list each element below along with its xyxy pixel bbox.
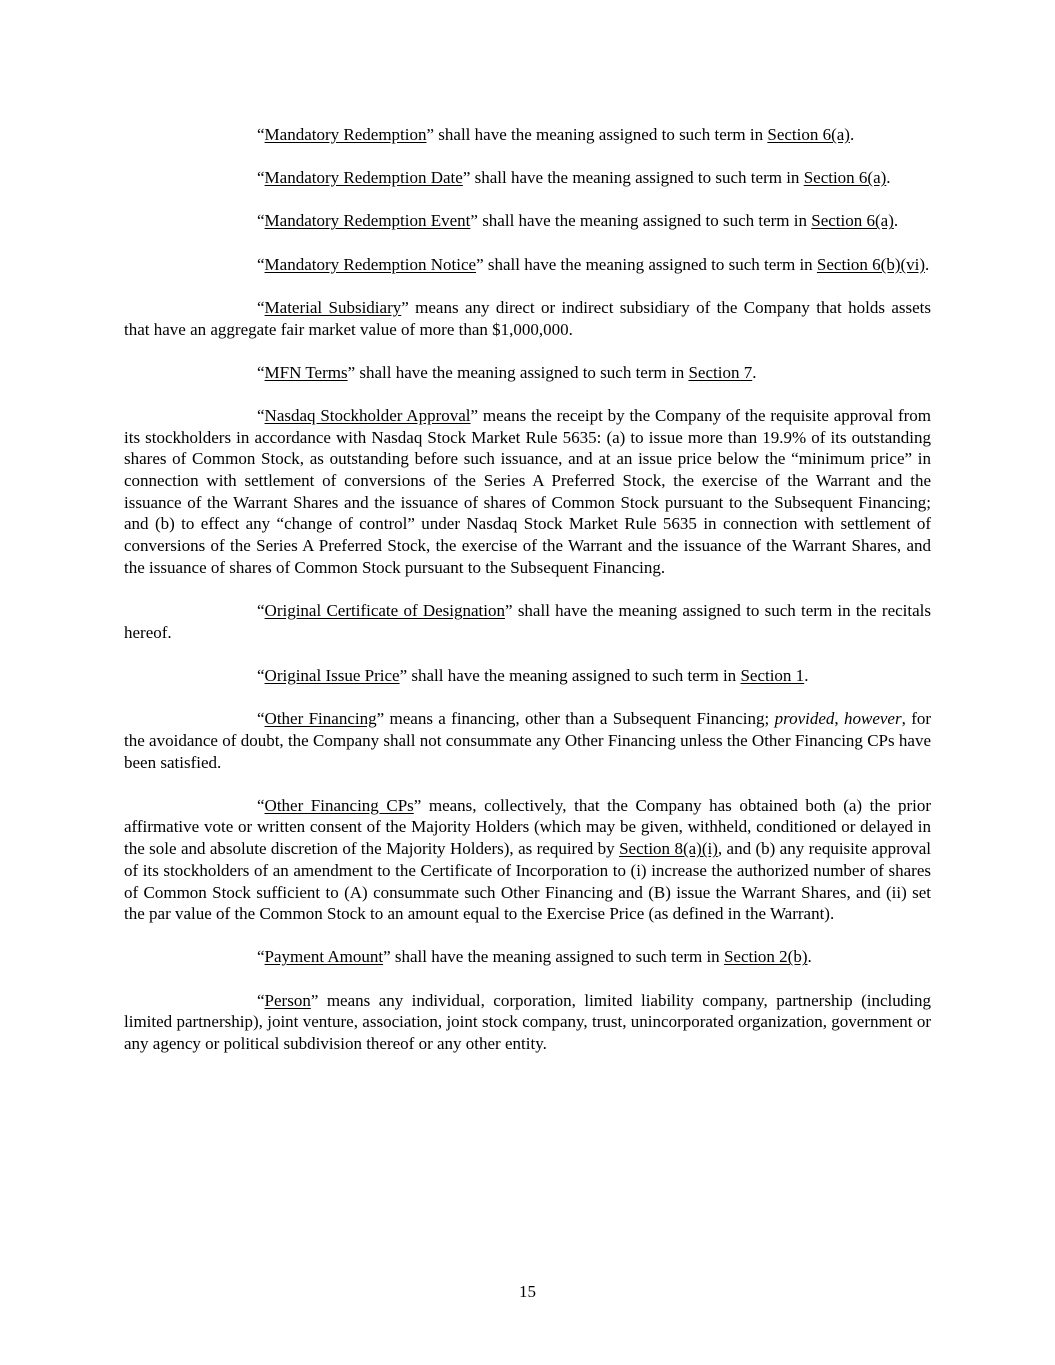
page-number: 15: [519, 1282, 536, 1301]
definition-person: “Person” means any individual, corporation, limited liability company, partnership (including limited partnership), joint venture, association, joint stock company, trust, unincorporated organization, government or any agency or political subdivision thereof or any other entity.: [124, 990, 931, 1054]
defined-term: MFN Terms: [264, 362, 348, 382]
definition-original-issue-price: “Original Issue Price” shall have the meaning assigned to such term in Section 1.: [257, 665, 809, 685]
defined-term: Original Certificate of Designation: [264, 601, 506, 621]
italic-however: however: [844, 709, 902, 729]
definition-other-financing-cps: “Other Financing CPs” means, collectively, that the Company has obtained both (a) the prior affirmative vote or written consent of the Majority Holders (which may be given, withheld, conditioned or delayed in the sole and absolute discretion of the Majority Holders), as required by Section 8(a)(i), and (b) any requisite approval of its stockholders of an amendment to the Certificate of Incorporation to (i) increase the authorized number of shares of Common Stock sufficient to (A) consummate such Other Financing and (B) issue the Warrant Shares, and (ii) set the par value of the Common Stock to an amount equal to the Exercise Price (as defined in the Warrant).: [124, 795, 932, 924]
defined-term: Nasdaq Stockholder Approval: [264, 405, 471, 425]
section-reference: Section 8(a)(i): [619, 839, 718, 859]
defined-term: Payment Amount: [264, 947, 384, 967]
defined-term: Other Financing CPs: [264, 795, 414, 815]
definition-text: means a financing, other than a Subsequent Financing;: [384, 709, 775, 729]
definition-text: , for the avoidance of doubt, the Company shall not consummate any Other Financing unless the Other Financing CPs have been satisfied.: [124, 709, 932, 772]
definition-mandatory-redemption: “Mandatory Redemption” shall have the meaning assigned to such term in Section 6(a).: [257, 125, 855, 144]
definition-text: means any direct or indirect subsidiary of the Company that holds assets that have an aggregate fair market value of more than $1,000,000.: [124, 297, 931, 339]
section-reference: Section 6(a): [803, 168, 887, 188]
definition-text: , and (b) any requisite approval of its stockholders of an amendment to the Certificate of Incorporation to (i) increase the authorized number of shares of Common Stock sufficient to (A) consummate such Other Financing and (B) issue the Warrant Shares, and (ii) set the par value of the Common Stock to an amount equal to the Exercise Price (as defined in the Warrant).: [124, 839, 932, 924]
definition-other-financing: “Other Financing” means a financing, other than a Subsequent Financing; provided, however, for the avoidance of doubt, the Company shall not consummate any Other Financing unless the Other Financing CPs have been satisfied.: [124, 709, 932, 772]
definition-mfn-terms: “MFN Terms” shall have the meaning assigned to such term in Section 7.: [257, 362, 757, 382]
defined-term: Original Issue Price: [264, 665, 400, 685]
document-body: [124, 124, 931, 1055]
definition-mandatory-redemption-notice: “Mandatory Redemption Notice” shall have the meaning assigned to such term in Section 6(b)(vi).: [257, 254, 930, 274]
definition-original-certificate-of-designation: “Original Certificate of Designation” shall have the meaning assigned to such term in the recitals hereof.: [124, 601, 931, 642]
definition-nasdaq-stockholder-approval: “Nasdaq Stockholder Approval” means the receipt by the Company of the requisite approval from its stockholders in accordance with Nasdaq Stock Market Rule 5635: (a) to issue more than 19.9% of its outstanding shares of Common Stock, as outstanding before such issuance, and at an issue price below the “minimum price” in connection with settlement of conversions of the Series A Preferred Stock, the exercise of the Warrant and the issuance of the Warrant Shares and the issuance of shares of Common Stock pursuant to the Subsequent Financing; and (b) to effect any “change of control” under Nasdaq Stock Market Rule 5635 in connection with settlement of conversions of the Series A Preferred Stock, the exercise of the Warrant and the issuance of the Warrant Shares, and the issuance of shares of Common Stock pursuant to the Subsequent Financing.: [124, 405, 932, 577]
section-reference: Section 6(a): [811, 211, 894, 231]
definition-text: means the receipt by the Company of the requisite approval from its stockholders in accordance with Nasdaq Stock Market Rule 5635: (a) to issue more than 19.9% of its outstanding shares of Common Stock, as outstanding before such issuance, and at an issue price below the “minimum price” in connection with settlement of conversions of the Series A Preferred Stock, the exercise of the Warrant and the issuance of the Warrant Shares and the issuance of shares of Common Stock pursuant to the Subsequent Financing; and (b) to effect any “change of control” under Nasdaq Stock Market Rule 5635 in connection with settlement of conversions of the Series A Preferred Stock, the exercise of the Warrant and the issuance of the Warrant Shares, and the issuance of shares of Common Stock pursuant to the Subsequent Financing.: [124, 405, 932, 577]
defined-term: Mandatory Redemption Event: [264, 211, 471, 231]
defined-term: Mandatory Redemption: [264, 125, 427, 144]
definition-text: shall have the meaning assigned to such term in: [407, 665, 741, 685]
definition-mandatory-redemption-event: “Mandatory Redemption Event” shall have the meaning assigned to such term in Section 6(a).: [257, 211, 899, 231]
defined-term: Mandatory Redemption Notice: [264, 254, 477, 274]
section-reference: Section 2(b): [723, 947, 808, 967]
definition-text: shall have the meaning assigned to such term in: [434, 125, 768, 144]
definition-text: shall have the meaning assigned to such term in: [355, 362, 689, 382]
definition-text: shall have the meaning assigned to such term in: [470, 168, 804, 188]
definition-text: shall have the meaning assigned to such term in: [483, 254, 817, 274]
section-reference: Section 7: [688, 362, 753, 382]
definition-text: shall have the meaning assigned to such term in the recitals hereof.: [124, 601, 931, 642]
definition-text: shall have the meaning assigned to such term in: [390, 947, 724, 967]
defined-term: Person: [264, 990, 311, 1010]
italic-provided: provided: [774, 709, 835, 729]
definition-text: shall have the meaning assigned to such term in: [477, 211, 812, 231]
definition-payment-amount: “Payment Amount” shall have the meaning assigned to such term in Section 2(b).: [257, 947, 812, 967]
section-reference: Section 6(a): [767, 125, 850, 144]
definition-mandatory-redemption-date: “Mandatory Redemption Date” shall have the meaning assigned to such term in Section 6(a).: [257, 168, 891, 188]
section-reference: Section 1: [740, 665, 805, 685]
definition-text: means any individual, corporation, limited liability company, partnership (including limited partnership), joint venture, association, joint stock company, trust, unincorporated organization, government or any agency or political subdivision thereof or any other entity.: [124, 990, 931, 1054]
definition-text: means, collectively, that the Company has obtained both (a) the prior affirmative vote or written consent of the Majority Holders (which may be given, withheld, conditioned or delayed in the sole and absolute discretion of the Majority Holders), as required by: [124, 795, 932, 859]
defined-term: Mandatory Redemption Date: [264, 168, 463, 188]
defined-term: Other Financing: [264, 709, 377, 729]
section-reference: Section 6(b)(vi): [816, 254, 926, 274]
defined-term: Material Subsidiary: [264, 297, 402, 317]
definition-material-subsidiary: “Material Subsidiary” means any direct or indirect subsidiary of the Company that holds assets that have an aggregate fair market value of more than $1,000,000.: [124, 297, 931, 339]
